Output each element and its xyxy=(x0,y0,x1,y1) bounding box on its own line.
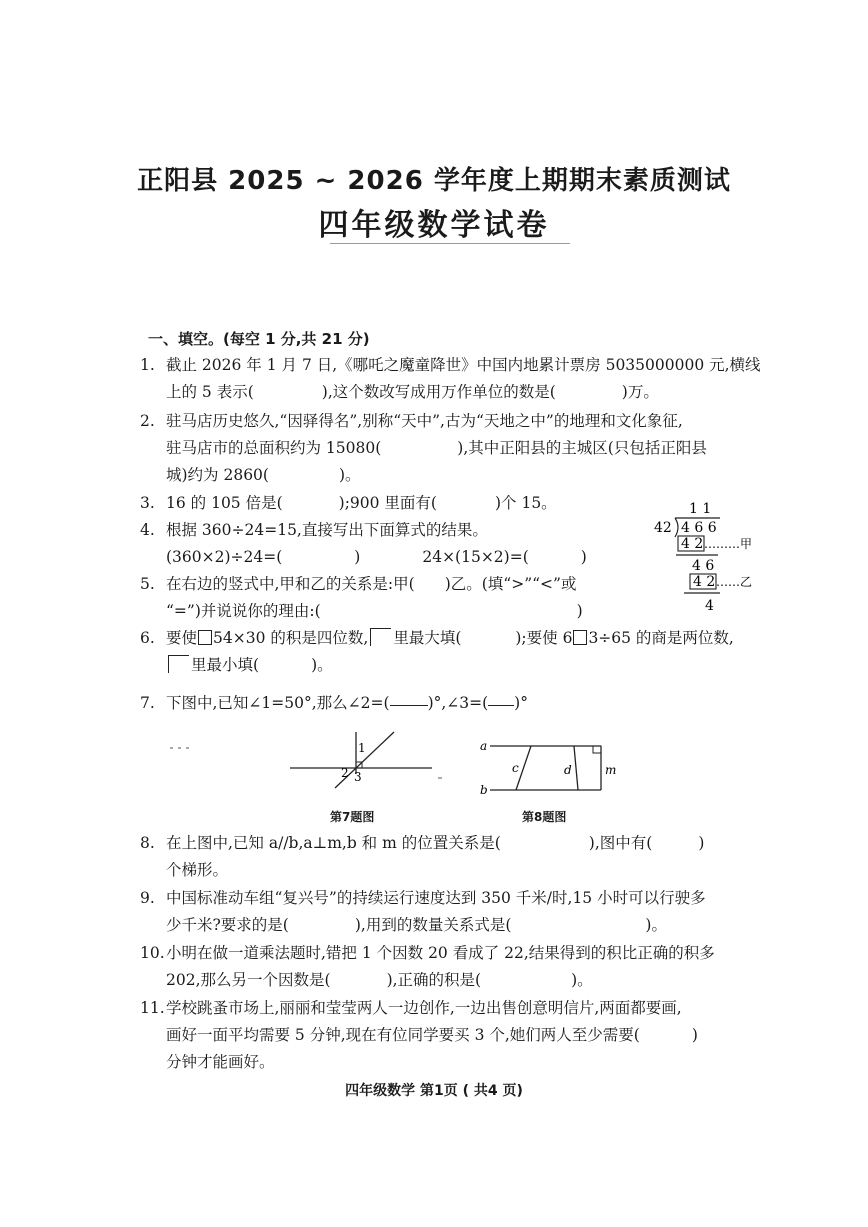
question-number: 8. xyxy=(140,834,155,852)
line-d xyxy=(574,746,578,790)
question-text: ) xyxy=(576,602,583,620)
question-number: 1. xyxy=(140,356,155,374)
division-remainder2: 4 xyxy=(705,598,714,614)
question-text: ),正确的积是( xyxy=(386,971,482,989)
question-text: )° xyxy=(514,694,528,712)
question-text: 下图中,已知∠1=50°,那么∠2=( xyxy=(166,694,390,712)
page-footer: 四年级数学 第1页 ( 共4 页) xyxy=(345,1083,523,1099)
exam-subtitle: 四年级数学试卷 xyxy=(318,208,550,243)
question-text: 驻马店历史悠久,“因驿得名”,别称“天中”,古为“天地之中”的地理和文化象征, xyxy=(166,412,683,430)
question-text: ),其中正阳县的主城区(只包括正阳县 xyxy=(457,439,707,457)
question-text: 驻马店市的总面积约为 15080( xyxy=(166,439,382,457)
figure-7-caption: 第7题图 xyxy=(330,810,375,824)
line-m-label: m xyxy=(605,763,617,777)
question-text: 里最小填( xyxy=(191,656,260,674)
question-text: 根据 360÷24=15,直接写出下面算式的结果。 xyxy=(166,521,488,539)
question-text: ) xyxy=(691,1026,698,1044)
question-text: 24×(15×2)=( xyxy=(422,548,529,566)
figure-8 xyxy=(478,730,628,810)
question-text: ) xyxy=(698,834,705,852)
question-text: 中国标准动车组“复兴号”的持续运行速度达到 350 千米/时,15 小时可以行驶多 xyxy=(166,889,706,907)
angle-2-label: 2 xyxy=(341,766,349,780)
line-d-label: d xyxy=(564,763,572,777)
division-step2: 4 2 xyxy=(693,574,716,590)
digit-box xyxy=(573,630,587,645)
question-number: 3. xyxy=(140,494,155,512)
answer-blank[interactable] xyxy=(488,693,514,706)
question-text: 上的 5 表示( xyxy=(166,383,254,401)
division-quotient: 1 1 xyxy=(689,501,712,517)
question-text: ),用到的数量关系式是( xyxy=(354,916,512,934)
division-divisor: 42 xyxy=(654,520,672,536)
answer-blank[interactable] xyxy=(390,693,428,706)
question-text: ),这个数改写成用万作单位的数是( xyxy=(321,383,556,401)
question-text: 202,那么另一个因数是( xyxy=(166,971,331,989)
question-text: 个梯形。 xyxy=(166,861,229,879)
question-text: “=”)并说说你的理由:( xyxy=(166,602,321,620)
question-text: )个 15。 xyxy=(494,494,557,512)
question-text: ) xyxy=(580,548,587,566)
question-text: 里最大填( xyxy=(393,629,462,647)
question-text: 3÷65 的商是两位数, xyxy=(588,629,734,647)
question-7 xyxy=(140,690,800,717)
question-text: )°,∠3=( xyxy=(427,694,489,712)
label-yi: ……乙 xyxy=(716,575,753,589)
question-number: 11. xyxy=(140,999,165,1017)
question-10 xyxy=(140,940,800,994)
question-text: )。 xyxy=(571,971,593,989)
division-dividend: 4 6 6 xyxy=(681,520,717,536)
figure-7 xyxy=(170,730,470,810)
question-text: (360×2)÷24=( xyxy=(166,548,283,566)
question-text: )。 xyxy=(311,656,333,674)
question-text: )。 xyxy=(645,916,667,934)
question-number: 10. xyxy=(140,944,165,962)
question-number: 5. xyxy=(140,575,155,593)
question-text: 要使 xyxy=(166,629,198,647)
title-divider xyxy=(330,243,570,244)
line-b-label: b xyxy=(480,783,488,797)
question-text: )乙。(填“>”“<”或 xyxy=(444,575,577,593)
question-text: 小明在做一道乘法题时,错把 1 个因数 20 看成了 22,结果得到的积比正确的积多 xyxy=(166,944,715,962)
division-step1: 4 2 xyxy=(681,536,704,552)
question-6 xyxy=(140,625,800,679)
question-number: 6. xyxy=(140,629,155,647)
question-text: 在右边的竖式中,甲和乙的关系是:甲( xyxy=(166,575,415,593)
question-number: 7. xyxy=(140,694,155,712)
question-text: 学校跳蚤市场上,丽丽和莹莹两人一边创作,一边出售创意明信片,两面都要画, xyxy=(166,999,682,1017)
question-text: 分钟才能画好。 xyxy=(166,1053,275,1071)
question-text: 城)约为 2860( xyxy=(166,466,269,484)
label-jia: ………甲 xyxy=(704,537,753,551)
question-text: ) xyxy=(354,548,361,566)
angle-1-label: 1 xyxy=(358,741,366,755)
line-c-label: c xyxy=(512,761,519,775)
question-8 xyxy=(140,830,800,884)
question-text: )万。 xyxy=(621,383,659,401)
exam-title: 正阳县 2025 ~ 2026 学年度上期期末素质测试 xyxy=(137,166,731,196)
question-text: 在上图中,已知 a//b,a⊥m,b 和 m 的位置关系是( xyxy=(166,834,501,852)
long-division-figure xyxy=(648,497,768,622)
question-number: 9. xyxy=(140,889,155,907)
angle-3-label: 3 xyxy=(354,770,362,784)
question-text: );要使 6 xyxy=(515,629,573,647)
question-text: );900 里面有( xyxy=(338,494,437,512)
section-heading: 一、填空。(每空 1 分,共 21 分) xyxy=(148,330,370,348)
question-text: )。 xyxy=(338,466,361,484)
question-text: ),图中有( xyxy=(588,834,653,852)
division-remainder1: 4 6 xyxy=(692,558,715,574)
question-11 xyxy=(140,995,800,1076)
question-number: 4. xyxy=(140,521,155,539)
line-a-label: a xyxy=(480,739,488,753)
question-1 xyxy=(140,352,800,406)
question-text: 54×30 的积是四位数, xyxy=(213,629,369,647)
question-text: 截止 2026 年 1 月 7 日,《哪吒之魔童降世》中国内地累计票房 5035000000 元,横线 xyxy=(166,356,761,374)
question-text: 16 的 105 倍是( xyxy=(166,494,283,512)
right-angle-mark xyxy=(593,746,601,753)
digit-box xyxy=(168,655,189,673)
figure-8-caption: 第8题图 xyxy=(522,810,567,824)
question-2 xyxy=(140,408,800,489)
question-text: 画好一面平均需要 5 分钟,现在有位同学要买 3 个,她们两人至少需要( xyxy=(166,1026,640,1044)
digit-box xyxy=(370,628,391,646)
division-bracket xyxy=(675,518,678,537)
question-number: 2. xyxy=(140,412,155,430)
question-text: 少千米?要求的是( xyxy=(166,916,289,934)
digit-box xyxy=(198,630,212,645)
question-9 xyxy=(140,885,800,939)
